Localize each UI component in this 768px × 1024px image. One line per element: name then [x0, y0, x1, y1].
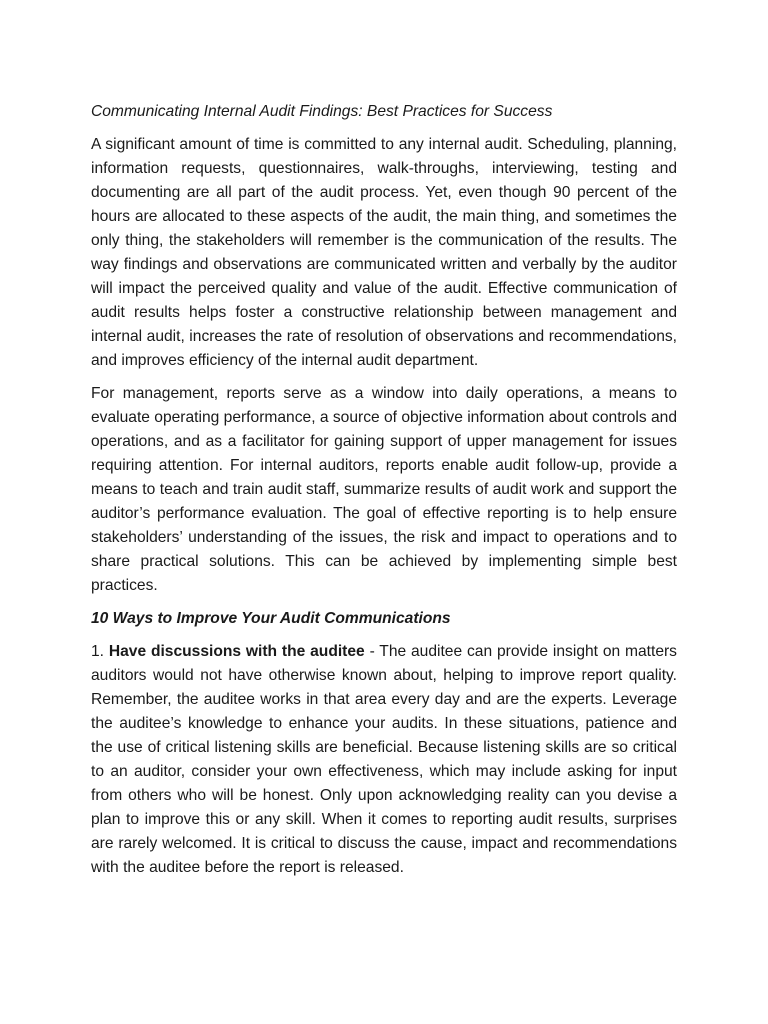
management-paragraph: For management, reports serve as a window into daily operations, a means to evaluate operating performance, a source of objective information about controls and operations, and as a facilitator for gaining support of upper management for issues requiring attention. For internal auditors, reports enable audit follow-up, provide a means to teach and train audit staff, summarize results of audit work and support the auditor’s performance evaluation. The goal of effective reporting is to help ensure stakeholders’ understanding of the issues, the risk and impact to operations and to share practical solutions. This can be achieved by implementing simple best practices.	[91, 385, 677, 594]
section-subheading: 10 Ways to Improve Your Audit Communications	[91, 610, 451, 627]
list-item-number: 1.	[91, 643, 105, 660]
document-page	[91, 100, 677, 889]
list-item-text: - The auditee can provide insight on matters auditors would not have otherwise known about, helping to improve report quality. Remember, the auditee works in that area every day and are the experts. Leverage the auditee’s knowledge to enhance your audits. In these situations, patience and the use of critical listening skills are beneficial. Because listening skills are so critical to an auditor, consider your own effectiveness, which may include asking for input from others who will be honest. Only upon acknowledging reality can you devise a plan to improve this or any skill. When it comes to reporting audit results, surprises are rarely welcomed. It is critical to discuss the cause, impact and recommendations with the auditee before the report is released.	[91, 643, 677, 876]
document-title: Communicating Internal Audit Findings: Best Practices for Success	[91, 103, 553, 120]
list-item-1	[91, 640, 677, 880]
list-item-lead: Have discussions with the auditee	[108, 643, 365, 660]
intro-paragraph: A significant amount of time is committed to any internal audit. Scheduling, planning, information requests, questionnaires, walk-throughs, interviewing, testing and documenting are all part of the audit process. Yet, even though 90 percent of the hours are allocated to these aspects of the audit, the main thing, and sometimes the only thing, the stakeholders will remember is the communication of the results. The way findings and observations are communicated written and verbally by the auditor will impact the perceived quality and value of the audit. Effective communication of audit results helps foster a constructive relationship between management and internal audit, increases the rate of resolution of observations and recommendations, and improves efficiency of the internal audit department.	[91, 136, 677, 369]
